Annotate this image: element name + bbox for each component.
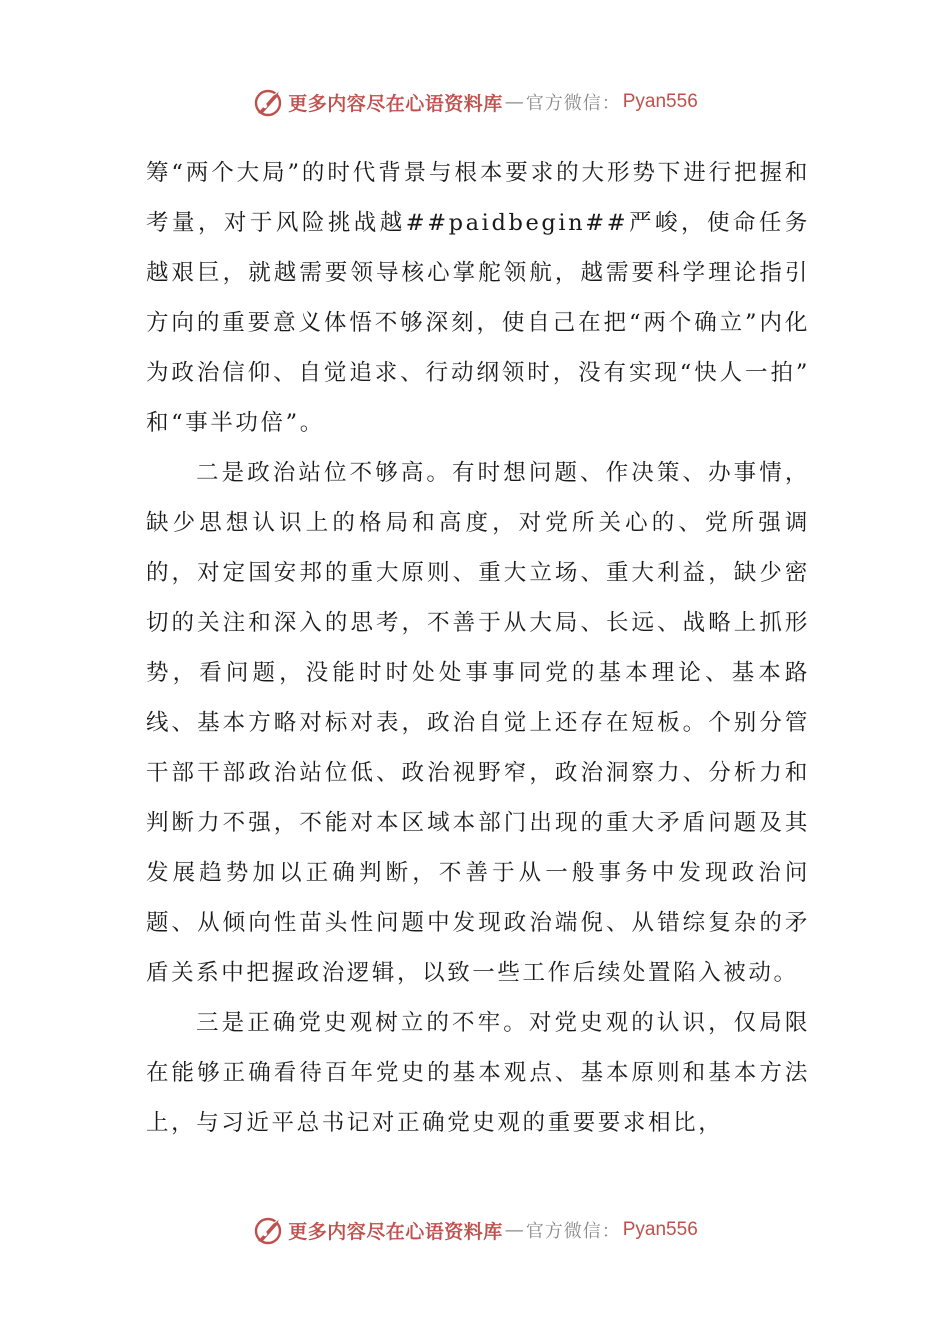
banner-text: 更多内容尽在心语资料库 [288, 92, 503, 115]
pen-nib-logo-icon [252, 1213, 286, 1247]
pen-nib-logo-icon [252, 85, 286, 119]
banner-dash: — [504, 1219, 524, 1241]
banner-dash: — [504, 91, 524, 113]
banner-text: 更多内容尽在心语资料库 [288, 1220, 503, 1243]
document-body [146, 148, 810, 1148]
footer-banner [0, 1210, 950, 1250]
paragraph-political-stance: 二是政治站位不够高。有时想问题、作决策、办事情，缺少思想认识上的格局和高度，对党所关心的、党所强调的，对定国安邦的重大原则、重大立场、重大利益，缺少密切的关注和深入的思考，不善于从大局、长远、战略上抓形势，看问题，没能时时处处事事同党的基本理论、基本路线、基本方略对标对表，政治自觉上还存在短板。个别分管干部干部政治站位低、政治视野窄，政治洞察力、分析力和判断力不强，不能对本区域本部门出现的重大矛盾问题及其发展趋势加以正确判断，不善于从一般事务中发现政治问题、从倾向性苗头性问题中发现政治端倪、从错综复杂的矛盾关系中把握政治逻辑，以致一些工作后续处置陷入被动。 [146, 460, 810, 986]
paragraph-party-history-view: 三是正确党史观树立的不牢。对党史观的认识，仅局限在能够正确看待百年党史的基本观点、基本原则和基本方法上，与习近平总书记对正确党史观的重要要求相比， [146, 1010, 810, 1136]
banner-wechat-id: Pyan556 [622, 1219, 698, 1240]
banner-wechat-id: Pyan556 [622, 91, 698, 112]
banner-wechat-label: 官方微信： [525, 93, 621, 114]
paragraph-continuation: 筹“两个大局”的时代背景与根本要求的大形势下进行把握和考量，对于风险挑战越##paidbegin##严峻，使命任务越艰巨，就越需要领导核心掌舵领航，越需要科学理论指引方向的重要意义体悟不够深刻，使自己在把“两个确立”内化为政治信仰、自觉追求、行动纲领时，没有实现“快人一拍” 和“事半功倍”。 [146, 160, 810, 436]
banner-wechat-label: 官方微信： [525, 1221, 621, 1242]
header-banner [0, 82, 950, 122]
